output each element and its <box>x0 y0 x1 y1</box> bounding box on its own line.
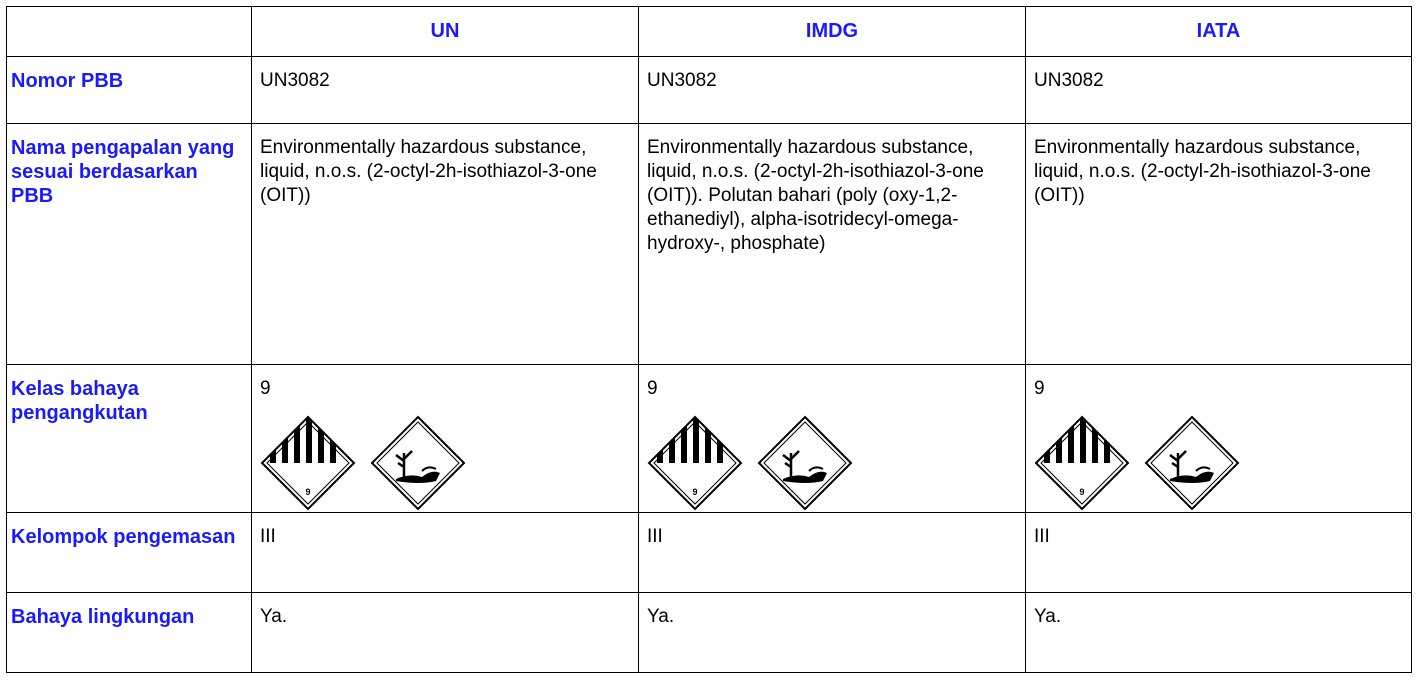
cell-imdg: Ya. <box>639 593 1026 673</box>
row-label: Bahaya lingkungan <box>7 593 252 673</box>
table-row-packing-group <box>7 513 1412 593</box>
table-header-row <box>7 7 1412 57</box>
cell-imdg: Environmentally hazardous substance, liquid, n.o.s. (2-octyl-2h-isothiazol-3-one (OIT)). Polutan bahari (poly (oxy-1,2-ethanediyl), alpha-isotridecyl-omega-hydroxy-, phosphate) <box>639 124 1026 365</box>
hazard-pictograms <box>647 415 1019 511</box>
transport-info-table <box>6 6 1412 673</box>
hazard-class-value: 9 <box>1034 378 1045 399</box>
pictogram-class-number: 9 <box>1079 487 1085 497</box>
environmental-hazard-label-icon <box>1144 415 1240 511</box>
column-header-imdg: IMDG <box>639 7 1026 57</box>
cell-un: Ya. <box>252 593 639 673</box>
environmental-hazard-label-icon <box>370 415 466 511</box>
cell-iata: UN3082 <box>1026 57 1412 124</box>
column-header-un: UN <box>252 7 639 57</box>
class-9-miscellaneous-label-icon <box>260 415 356 511</box>
table-row-un-number <box>7 57 1412 124</box>
cell-imdg: UN3082 <box>639 57 1026 124</box>
row-label: Nomor PBB <box>7 57 252 124</box>
cell-iata <box>1026 365 1412 513</box>
cell-iata: Ya. <box>1026 593 1412 673</box>
cell-imdg <box>639 365 1026 513</box>
cell-imdg: III <box>639 513 1026 593</box>
hazard-class-value: 9 <box>260 378 271 399</box>
row-label: Kelas bahaya pengangkutan <box>7 365 252 513</box>
table-row-hazard-class <box>7 365 1412 513</box>
table-row-shipping-name <box>7 124 1412 365</box>
environmental-hazard-label-icon <box>757 415 853 511</box>
row-label: Kelompok pengemasan <box>7 513 252 593</box>
hazard-class-value: 9 <box>647 378 658 399</box>
column-header-iata: IATA <box>1026 7 1412 57</box>
pictogram-class-number: 9 <box>692 487 698 497</box>
class-9-miscellaneous-label-icon <box>647 415 743 511</box>
class-9-miscellaneous-label-icon <box>1034 415 1130 511</box>
hazard-pictograms <box>1034 415 1405 511</box>
cell-un: Environmentally hazardous substance, liquid, n.o.s. (2-octyl-2h-isothiazol-3-one (OIT)) <box>252 124 639 365</box>
cell-un: UN3082 <box>252 57 639 124</box>
cell-un: III <box>252 513 639 593</box>
cell-iata: III <box>1026 513 1412 593</box>
table-row-environmental-hazard <box>7 593 1412 673</box>
cell-un <box>252 365 639 513</box>
hazard-pictograms <box>260 415 632 511</box>
row-label: Nama pengapalan yang sesuai berdasarkan PBB <box>7 124 252 365</box>
pictogram-class-number: 9 <box>305 487 311 497</box>
cell-iata: Environmentally hazardous substance, liquid, n.o.s. (2-octyl-2h-isothiazol-3-one (OIT)) <box>1026 124 1412 365</box>
corner-header <box>7 7 252 57</box>
